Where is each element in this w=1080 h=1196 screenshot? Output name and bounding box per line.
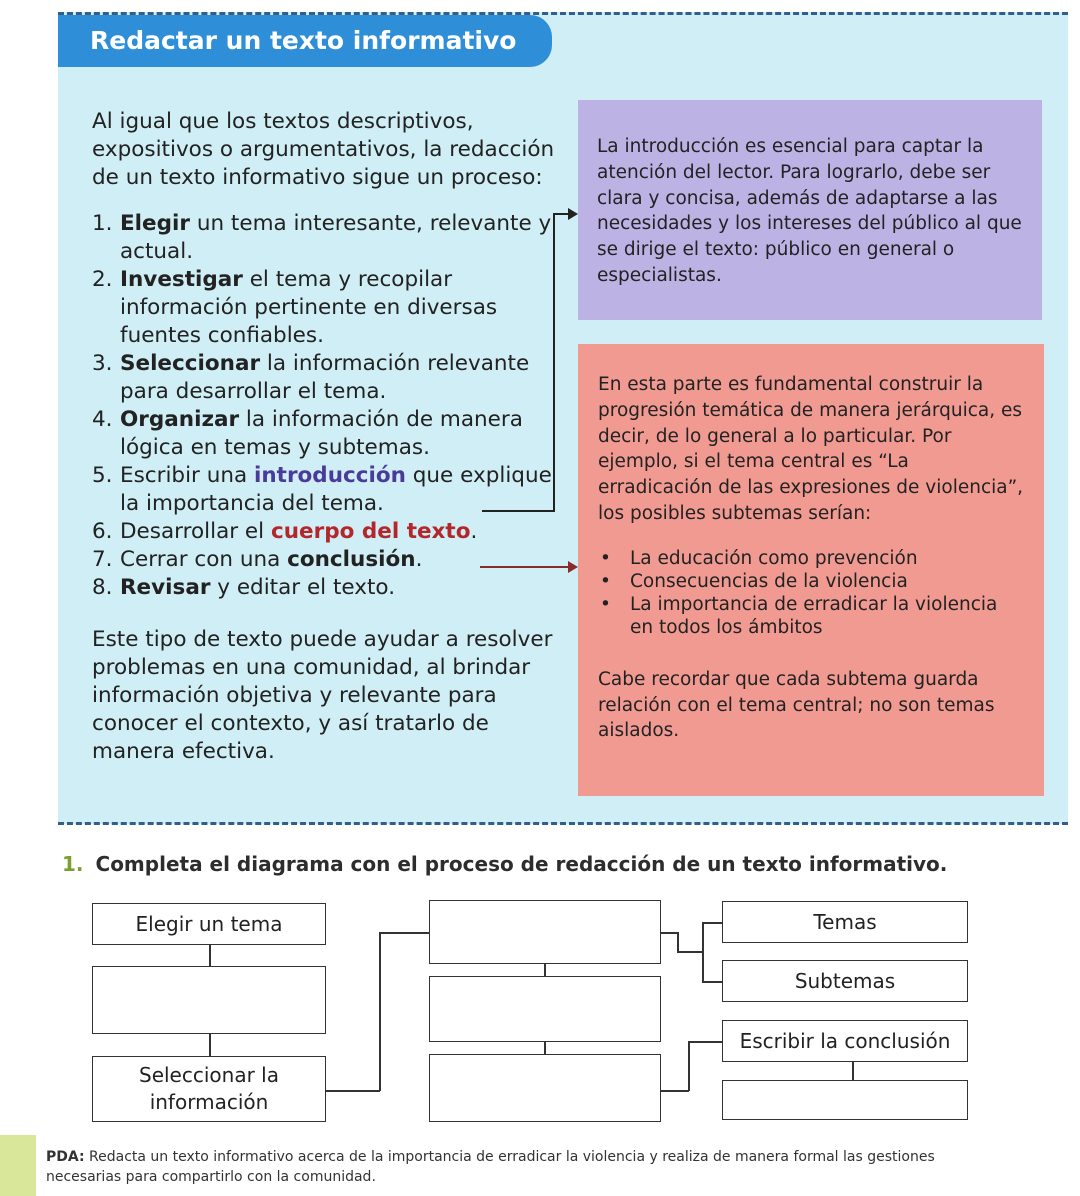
diagram-box-seleccionar: Seleccionar la información xyxy=(92,1056,326,1122)
diagram-line xyxy=(702,922,722,924)
diagram-line xyxy=(677,951,703,953)
step-number: 4. xyxy=(92,407,113,432)
list-item xyxy=(600,593,1024,639)
step-number: 2. xyxy=(92,267,113,292)
list-item-text: La educación como prevención xyxy=(630,547,918,569)
list-item xyxy=(600,570,1024,593)
arrow-right-icon xyxy=(568,208,578,220)
pda-margin-tab xyxy=(0,1135,36,1196)
list-item xyxy=(600,547,1024,570)
diagram-line xyxy=(677,932,679,952)
section-title: Redactar un texto informativo xyxy=(58,15,552,67)
list-item-text: La importancia de erradicar la violencia en todos los ámbitos xyxy=(630,593,998,638)
pda-note xyxy=(46,1147,986,1187)
step-keyword: Seleccionar xyxy=(120,351,261,376)
step-text: que explique la importancia del tema. xyxy=(120,463,552,516)
step-item xyxy=(92,210,562,266)
bullet-icon: • xyxy=(600,593,611,615)
step-item xyxy=(92,266,562,350)
step-keyword-cuerpo: cuerpo del texto xyxy=(270,519,471,544)
step-text: un tema interesante, relevante y actual. xyxy=(120,211,552,264)
diagram-blank-box[interactable] xyxy=(722,1080,968,1120)
step-keyword: Revisar xyxy=(120,575,211,600)
introduction-note xyxy=(578,100,1042,320)
body-note-closing: Cabe recordar que cada subtema guarda relación con el tema central; no son temas aislados. xyxy=(598,668,995,742)
step-item xyxy=(92,574,562,602)
diagram-line xyxy=(379,932,429,934)
step-keyword-introduccion: introducción xyxy=(253,463,406,488)
step-item xyxy=(92,546,562,574)
intro-paragraph: Al igual que los textos descriptivos, expositivos o argumentativos, la redacción de un texto informativo sigue un proceso: xyxy=(92,109,555,190)
process-text xyxy=(92,108,562,766)
step-text: la información relevante para desarrollar el tema. xyxy=(120,351,530,404)
arrow-right-icon xyxy=(568,561,578,573)
step-keyword: Organizar xyxy=(120,407,240,432)
step-number: 3. xyxy=(92,351,113,376)
step-keyword: Elegir xyxy=(120,211,191,236)
step-text: la información de manera lógica en temas y subtemas. xyxy=(120,407,523,460)
diagram-blank-box[interactable] xyxy=(429,900,661,964)
step-keyword: Investigar xyxy=(120,267,243,292)
diagram-line xyxy=(702,922,704,982)
intro-connector-horizontal xyxy=(482,510,554,512)
step-text: . xyxy=(415,547,423,572)
diagram-line xyxy=(702,981,722,983)
diagram-box-subtemas: Subtemas xyxy=(722,960,968,1002)
diagram-blank-box[interactable] xyxy=(429,976,661,1042)
diagram-line xyxy=(544,1042,546,1054)
bullet-icon: • xyxy=(600,547,611,569)
diagram-line xyxy=(688,1041,690,1091)
list-item-text: Consecuencias de la violencia xyxy=(630,570,908,592)
diagram-line xyxy=(379,932,381,1091)
activity-text: Completa el diagrama con el proceso de redacción de un texto informativo. xyxy=(95,852,948,876)
diagram-line xyxy=(661,932,678,934)
step-text: el tema y recopilar información pertinente en diversas fuentes confiables. xyxy=(120,267,498,348)
body-note xyxy=(578,344,1044,796)
step-item xyxy=(92,350,562,406)
diagram-line xyxy=(688,1041,722,1043)
step-item xyxy=(92,406,562,462)
diagram-line xyxy=(209,1034,211,1056)
diagram-line xyxy=(852,1062,854,1080)
step-text: Cerrar con una xyxy=(120,547,288,572)
step-number: 8. xyxy=(92,575,113,600)
diagram-line xyxy=(326,1090,380,1092)
step-item xyxy=(92,518,562,546)
diagram-box-temas: Temas xyxy=(722,901,968,943)
activity-instruction xyxy=(62,852,947,876)
diagram-line xyxy=(209,945,211,966)
step-number: 5. xyxy=(92,463,113,488)
panel-bottom-border xyxy=(58,822,1068,825)
bullet-icon: • xyxy=(600,570,611,592)
body-connector-line xyxy=(480,566,570,568)
diagram-line xyxy=(544,964,546,976)
diagram-blank-box[interactable] xyxy=(429,1054,661,1122)
process-steps xyxy=(92,210,562,602)
diagram-box-conclusion: Escribir la conclusión xyxy=(722,1020,968,1062)
step-number: 6. xyxy=(92,519,113,544)
body-note-text: En esta parte es fundamental construir la progresión temática de manera jerárquica, es decir, de lo general a lo particular. Por ejemplo, si el tema central es “La erradicación de las expresiones de violencia”, los posibles subtemas serían: xyxy=(598,374,1024,524)
pda-text: Redacta un texto informativo acerca de la importancia de erradicar la violencia y realiza de manera formal las gestiones necesarias para compartirlo con la comunidad. xyxy=(46,1149,935,1185)
pda-label: PDA: xyxy=(46,1149,85,1165)
intro-connector-top xyxy=(553,213,569,215)
diagram-box-elegir: Elegir un tema xyxy=(92,903,326,945)
step-number: 1. xyxy=(92,211,113,236)
step-text: Desarrollar el xyxy=(120,519,271,544)
introduction-note-text: La introducción es esencial para captar la atención del lector. Para lograrlo, debe ser clara y concisa, además de adaptarse a las necesidades y los intereses del público al que se dirige el texto: público en general o especialistas. xyxy=(597,136,1022,286)
step-keyword: conclusión xyxy=(287,547,416,572)
closing-paragraph: Este tipo de texto puede ayudar a resolver problemas en una comunidad, al brindar información objetiva y relevante para conocer el contexto, y así tratarlo de manera efectiva. xyxy=(92,627,553,764)
diagram-blank-box[interactable] xyxy=(92,966,326,1034)
subtopic-list xyxy=(598,547,1024,639)
step-text: y editar el texto. xyxy=(210,575,396,600)
activity-number: 1. xyxy=(62,852,84,876)
step-text: . xyxy=(470,519,478,544)
step-number: 7. xyxy=(92,547,113,572)
intro-connector-vertical xyxy=(553,213,555,512)
step-text: Escribir una xyxy=(120,463,254,488)
diagram-line xyxy=(661,1090,689,1092)
